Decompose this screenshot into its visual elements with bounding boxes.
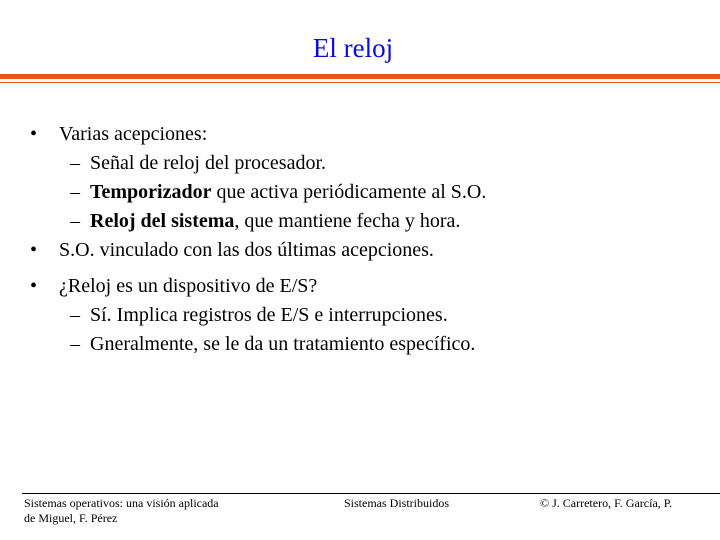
bullet-text: ¿Reloj es un dispositivo de E/S?	[59, 275, 318, 297]
sub-bullet-marker: –	[70, 152, 80, 174]
footer-book-line2: de Miguel, F. Pérez	[24, 511, 118, 525]
sub-bullet-marker: –	[70, 210, 80, 232]
bullet-marker: •	[30, 123, 38, 145]
sub-bullet-text: Reloj del sistema, que mantiene fecha y hora.	[90, 210, 461, 232]
sub-bullet-text: Gneralmente, se le da un tratamiento específico.	[90, 333, 476, 355]
footer-book-title	[24, 496, 219, 526]
sub-bullet-text: Señal de reloj del procesador.	[90, 152, 327, 174]
sub-bullet-marker: –	[70, 304, 80, 326]
footer-divider	[22, 493, 720, 494]
sub-bullet-text: Sí. Implica registros de E/S e interrupciones.	[90, 304, 448, 326]
footer-course: Sistemas Distribuidos	[344, 496, 450, 510]
footer-copyright: © J. Carretero, F. García, P.	[540, 496, 673, 510]
footer-book-line1: Sistemas operativos: una visión aplicada	[24, 496, 219, 510]
bullet-text: S.O. vinculado con las dos últimas acepciones.	[59, 239, 434, 261]
sub-bullet-marker: –	[70, 181, 80, 203]
sub-bullet-text: Temporizador que activa periódicamente al S.O.	[90, 181, 487, 203]
sub-bullet-marker: –	[70, 333, 80, 355]
bullet-marker: •	[30, 275, 38, 297]
bullet-text: Varias acepciones:	[59, 123, 208, 145]
slide-title: El reloj	[312, 33, 394, 63]
bullet-marker: •	[30, 239, 38, 261]
